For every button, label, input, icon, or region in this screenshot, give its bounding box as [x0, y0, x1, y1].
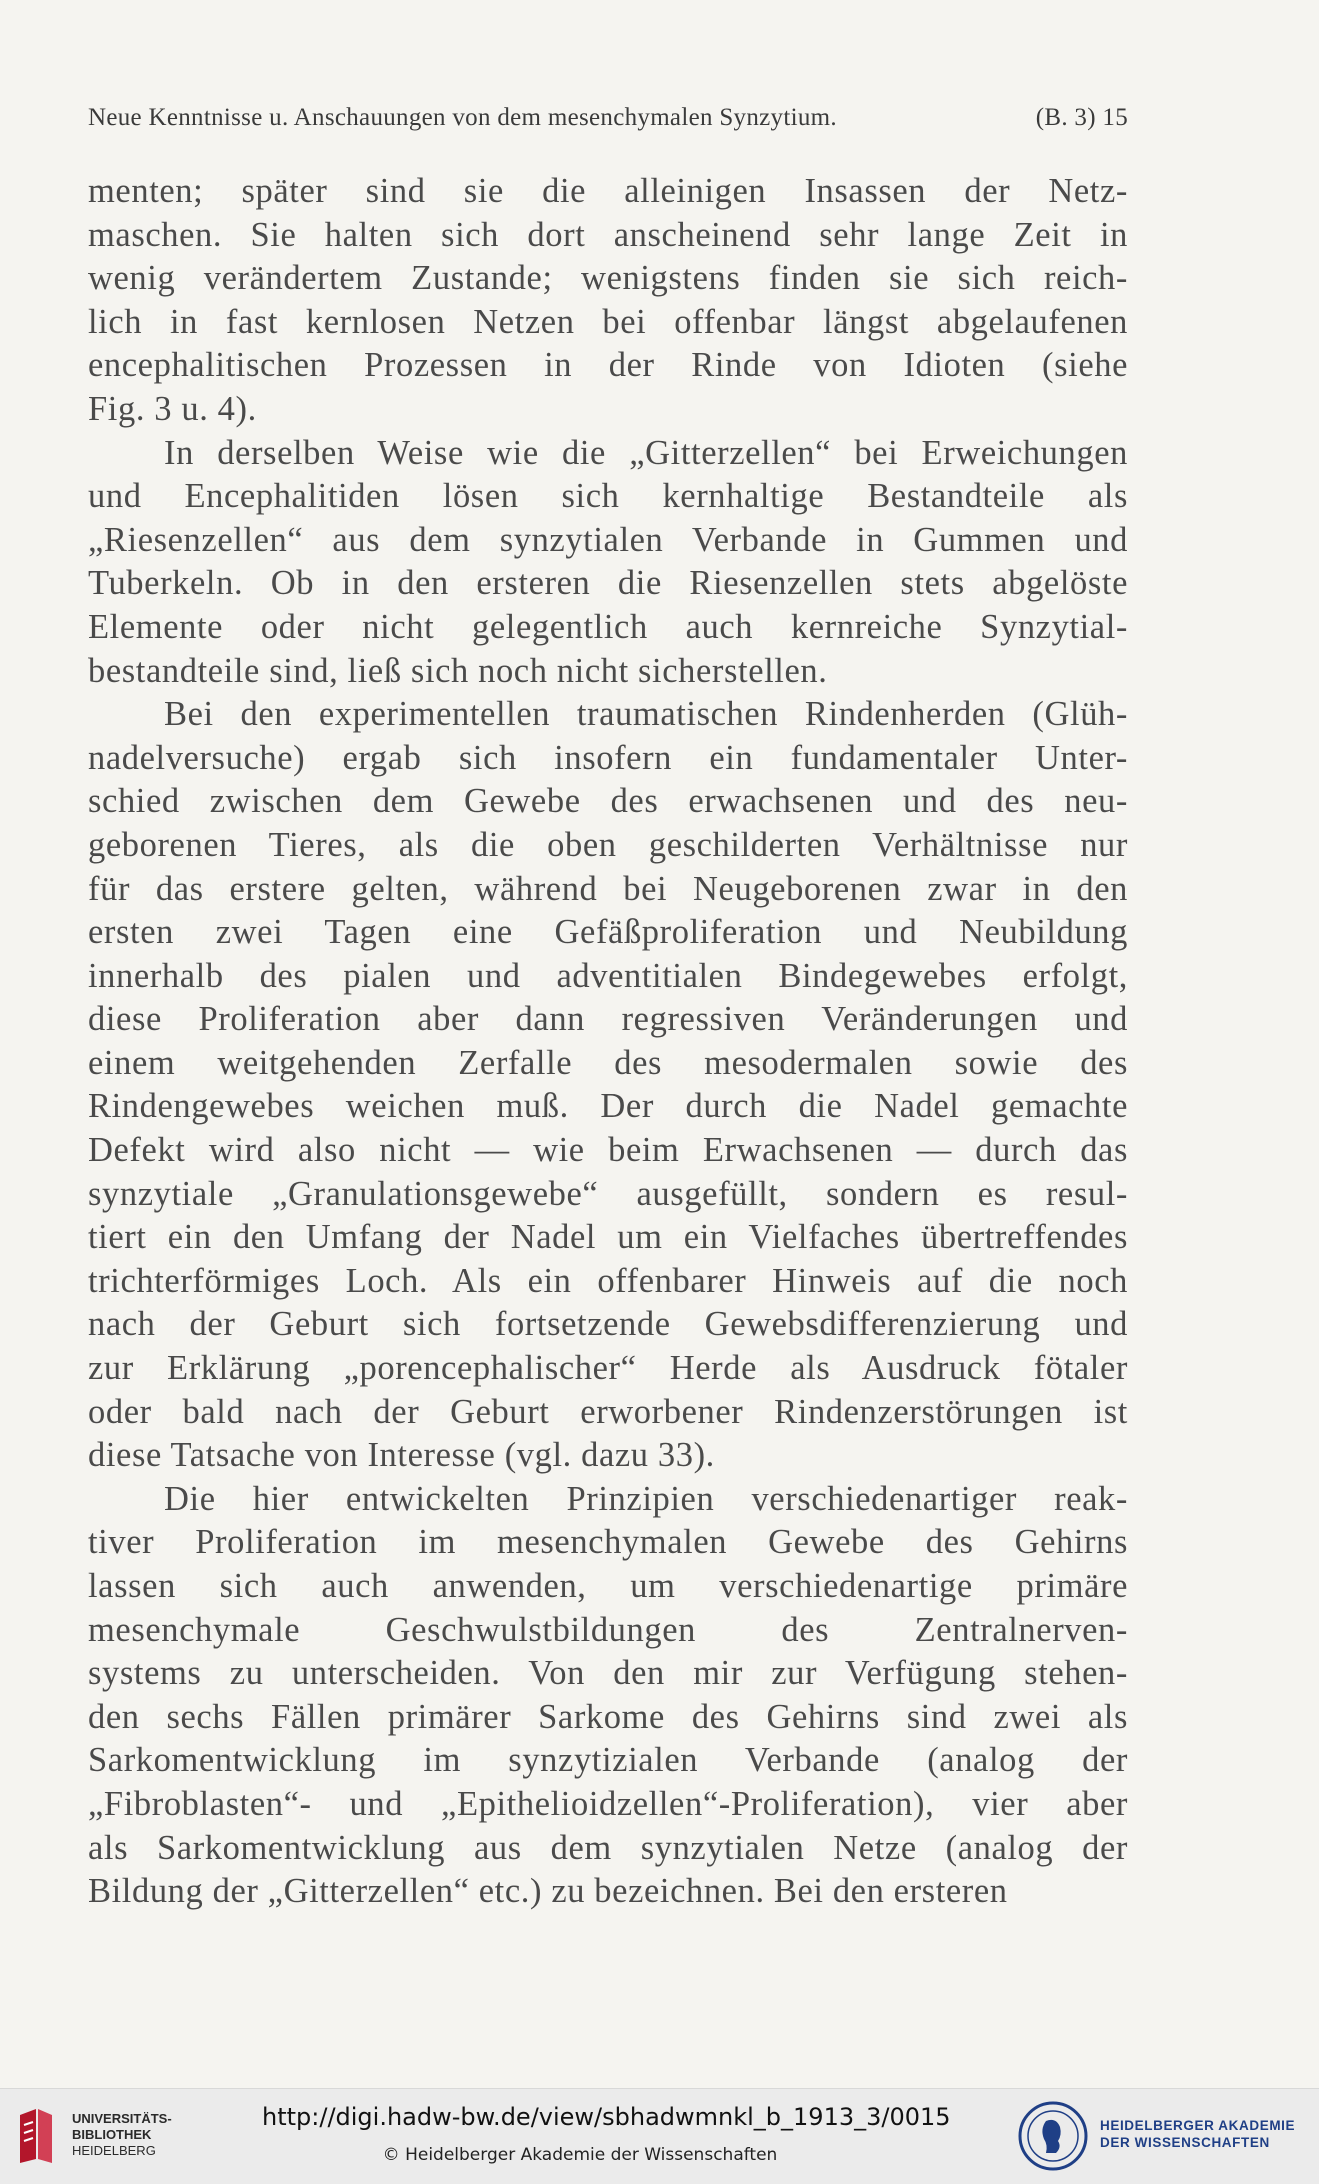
text-line: Sarkomentwicklung im synzytizialen Verbande (analog der	[88, 1741, 1128, 1780]
text-line: lassen sich auch anwenden, um verschiedenartige primäre	[88, 1567, 1128, 1605]
text-line: nadelversuche) ergab sich insofern ein fundamentaler Unter-	[88, 738, 1128, 777]
text-line: encephalitischen Prozessen in der Rinde von Idioten (siehe	[88, 346, 1128, 385]
text-line: Bei den experimentellen traumatischen Rindenherden (Glüh-	[164, 695, 1128, 734]
text-line: bestandteile sind, ließ sich noch nicht sicherstellen.	[88, 651, 828, 690]
text-line: wenig verändertem Zustande; wenigstens finden sie sich reich-	[88, 259, 1128, 298]
text-line: mesenchymale Geschwulstbildungen des Zentralnerven-	[88, 1610, 1128, 1649]
text-line: lich in fast kernlosen Netzen bei offenbar längst abgelaufenen	[88, 302, 1128, 341]
text-line: geborenen Tieres, als die oben geschilderten Verhältnisse nur	[88, 825, 1128, 864]
text-line: menten; später sind sie die alleinigen Insassen der Netz-	[88, 172, 1128, 210]
text-line: als Sarkomentwicklung aus dem synzytialen Netze (analog der	[88, 1828, 1128, 1867]
running-title: Neue Kenntnisse u. Anschauungen von dem mesenchymalen Synzytium.	[88, 104, 837, 131]
library-name-line: HEIDELBERG	[72, 2143, 156, 2158]
text-line: systems zu unterscheiden. Von den mir zur Verfügung stehen-	[88, 1654, 1128, 1693]
text-line: und Encephalitiden lösen sich kernhaltige Bestandteile als	[88, 477, 1128, 516]
text-line: den sechs Fällen primärer Sarkome des Gehirns sind zwei als	[88, 1697, 1128, 1736]
academy-name-line: DER WISSENSCHAFTEN	[1100, 2135, 1270, 2150]
text-line: schied zwischen dem Gewebe des erwachsenen und des neu-	[88, 782, 1128, 821]
text-line: Tuberkeln. Ob in den ersteren die Riesenzellen stets abgelöste	[88, 564, 1128, 603]
text-line: „Fibroblasten“- und „Epithelioidzellen“-Proliferation), vier aber	[88, 1784, 1128, 1823]
text-line: trichterförmiges Loch. Als ein offenbarer Hinweis auf die noch	[88, 1261, 1128, 1300]
text-line: für das erstere gelten, während bei Neugeborenen zwar in den	[88, 869, 1128, 908]
text-line: Die hier entwickelten Prinzipien verschiedenartiger reak-	[164, 1479, 1128, 1518]
paragraph	[88, 170, 1128, 432]
paragraph	[88, 1478, 1128, 1914]
text-line: In derselben Weise wie die „Gitterzellen“ bei Erweichungen	[164, 433, 1128, 472]
copyright-notice: © Heidelberger Akademie der Wissenschaften	[382, 2145, 778, 2165]
text-line: innerhalb des pialen und adventitialen Bindegewebes erfolgt,	[88, 956, 1128, 995]
text-line: Defekt wird also nicht — wie beim Erwachsenen — durch das	[88, 1131, 1128, 1170]
text-line: Rindengewebes weichen muß. Der durch die Nadel gemachte	[88, 1087, 1128, 1126]
text-line: ersten zwei Tagen eine Gefäßproliferation und Neubildung	[88, 913, 1128, 952]
academy-name[interactable]	[1100, 2117, 1295, 2151]
text-line: „Riesenzellen“ aus dem synzytialen Verbande in Gummen und	[88, 520, 1128, 559]
page-number: (B. 3) 15	[1035, 104, 1128, 131]
library-name-line: UNIVERSITÄTS-	[72, 2111, 172, 2126]
text-line: oder bald nach der Geburt erworbener Rindenzerstörungen ist	[88, 1392, 1128, 1431]
permalink-url[interactable]: http://digi.hadw-bw.de/view/sbhadwmnkl_b_1913_3/0015	[262, 2103, 951, 2131]
paragraph	[88, 693, 1128, 1478]
text-line: maschen. Sie halten sich dort anscheinend sehr lange Zeit in	[88, 215, 1128, 254]
text-line: Fig. 3 u. 4).	[88, 389, 257, 428]
text-line: zur Erklärung „porencephalischer“ Herde als Ausdruck fötaler	[88, 1349, 1128, 1388]
paragraph	[88, 432, 1128, 694]
academy-name-line: HEIDELBERGER AKADEMIE	[1100, 2118, 1296, 2133]
library-name-line: BIBLIOTHEK	[72, 2127, 152, 2142]
viewer-footer	[0, 2088, 1319, 2184]
text-line: nach der Geburt sich fortsetzende Gewebsdifferenzierung und	[88, 1305, 1128, 1344]
body-text	[88, 170, 1128, 1914]
text-line: tiver Proliferation im mesenchymalen Gewebe des Gehirns	[88, 1523, 1128, 1562]
text-line: diese Proliferation aber dann regressiven Veränderungen und	[88, 1000, 1128, 1039]
text-line: einem weitgehenden Zerfalle des mesodermalen sowie des	[88, 1043, 1128, 1082]
text-line: Bildung der „Gitterzellen“ etc.) zu bezeichnen. Bei den ersteren	[88, 1872, 1008, 1911]
text-line: tiert ein den Umfang der Nadel um ein Vielfaches übertreffendes	[88, 1218, 1128, 1257]
academy-seal-icon[interactable]	[1018, 2101, 1088, 2171]
library-logo-icon[interactable]	[14, 2107, 58, 2165]
library-name[interactable]	[72, 2111, 172, 2159]
text-line: synzytiale „Granulationsgewebe“ ausgefüllt, sondern es resul-	[88, 1174, 1128, 1213]
text-line: Elemente oder nicht gelegentlich auch kernreiche Synzytial-	[88, 607, 1128, 646]
running-head	[88, 104, 1128, 132]
text-line: diese Tatsache von Interesse (vgl. dazu 33).	[88, 1436, 715, 1475]
